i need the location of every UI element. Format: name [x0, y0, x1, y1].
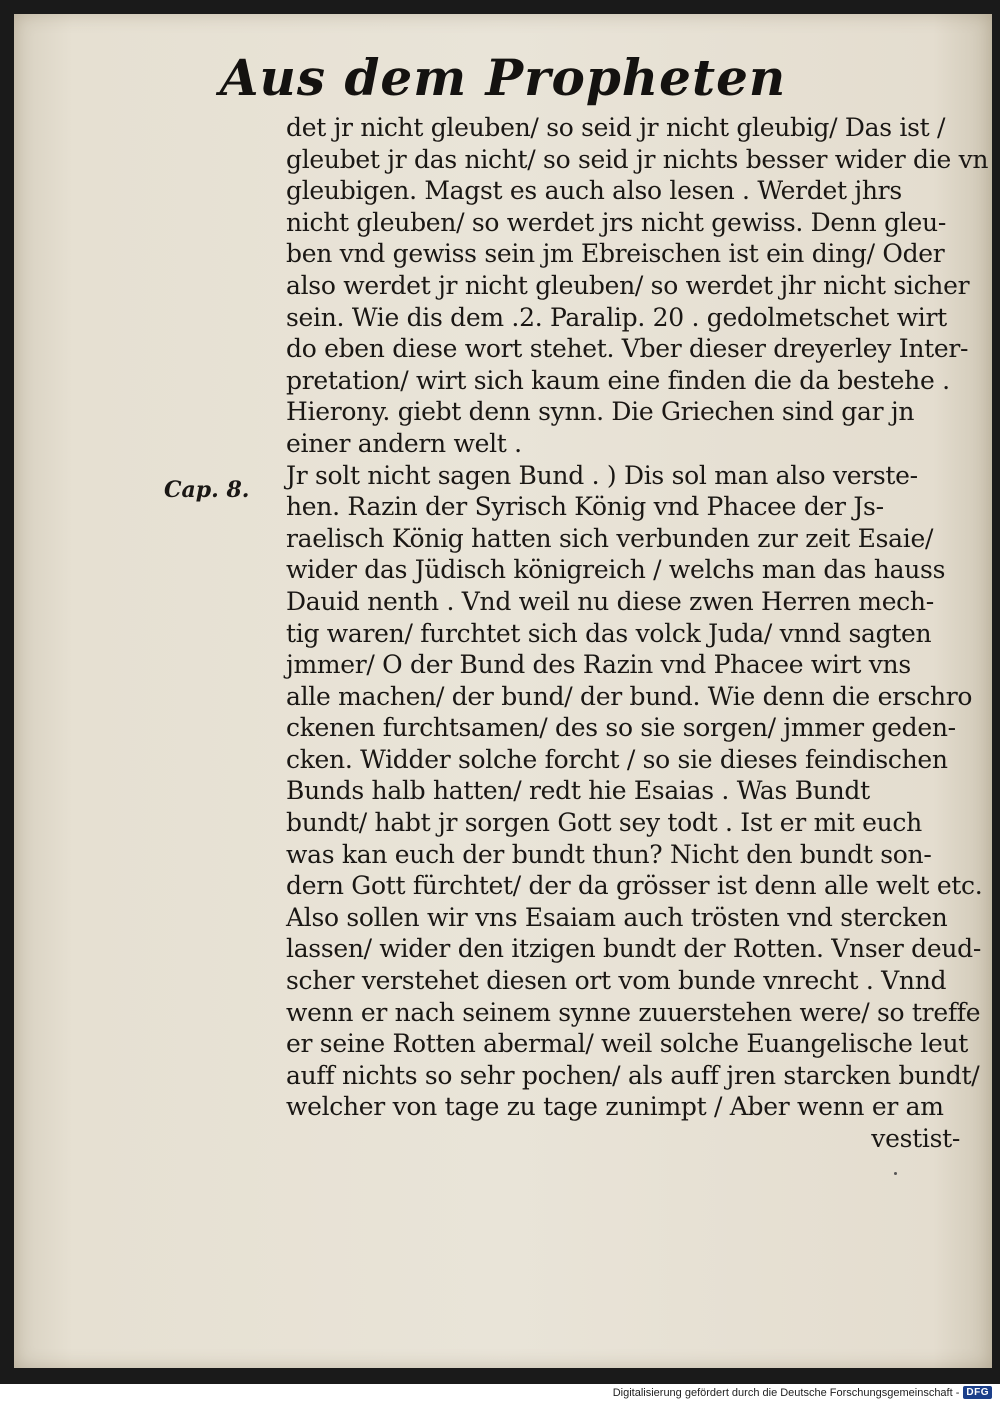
text-line: Dauid nenth . Vnd weil nu diese zwen Herren mech-: [286, 586, 934, 616]
book-page: [14, 14, 992, 1368]
text-line: hen. Razin der Syrisch König vnd Phacee der Js-: [286, 492, 884, 522]
text-line: nicht gleuben/ so werdet jrs nicht gewiss. Denn gleu-: [286, 207, 946, 237]
text-line: det jr nicht gleuben/ so seid jr nicht gleubig/ Das ist /: [286, 113, 946, 142]
text-line: bundt/ habt jr sorgen Gott sey todt . Ist er mit euch: [286, 808, 922, 838]
catchword: vestist-: [871, 1124, 960, 1153]
text-line: pretation/ wirt sich kaum eine finden die da bestehe .: [286, 365, 950, 395]
text-line: einer andern welt .: [286, 428, 522, 458]
text-line: ben vnd gewiss sein jm Ebreischen ist ein ding/ Oder: [286, 239, 945, 269]
paper-speck: [894, 1172, 897, 1175]
text-line: alle machen/ der bund/ der bund. Wie denn die erschro: [286, 681, 973, 711]
text-line: jmmer/ O der Bund des Razin vnd Phacee wirt vns: [286, 650, 911, 680]
text-line: gleubet jr das nicht/ so seid jr nichts besser wider die vn: [286, 144, 989, 174]
text-line: wider das Jüdisch königreich / welchs man das hauss: [286, 555, 946, 585]
footer-credit: [613, 1386, 992, 1399]
text-line: sein. Wie dis dem .2. Paralip. 20 . gedolmetschet wirt: [286, 302, 947, 332]
text-line: Hierony. giebt denn synn. Die Griechen sind gar jn: [286, 397, 915, 427]
text-line: Bunds halb hatten/ redt hie Esaias . Was Bundt: [286, 776, 870, 806]
text-line: auff nichts so sehr pochen/ als auff jren starcken bundt/: [286, 1060, 980, 1090]
text-line: wenn er nach seinem synne zuuerstehen were/ so treffe: [286, 997, 981, 1027]
text-line: also werdet jr nicht gleuben/ so werdet jhr nicht sicher: [286, 270, 970, 300]
running-head: Aus dem Propheten: [219, 48, 787, 107]
body-text: [286, 112, 989, 1155]
dfg-logo: DFG: [963, 1386, 992, 1399]
text-line: tig waren/ furchtet sich das volck Juda/ vnnd sagten: [286, 618, 932, 648]
text-line: ckenen furchtsamen/ des so sie sorgen/ jmmer geden-: [286, 713, 956, 743]
text-line: er seine Rotten abermal/ weil solche Euangelische leut: [286, 1029, 969, 1059]
margin-note: Cap. 8.: [164, 477, 250, 503]
text-line: raelisch König hatten sich verbunden zur zeit Esaie/: [286, 523, 934, 553]
text-line: cken. Widder solche forcht / so sie dieses feindischen: [286, 744, 948, 774]
footer-credit-text: Digitalisierung gefördert durch die Deutsche Forschungsgemeinschaft -: [612, 1386, 960, 1399]
text-line: do eben diese wort stehet. Vber dieser dreyerley Inter-: [286, 334, 969, 364]
text-line: gleubigen. Magst es auch also lesen . Werdet jhrs: [286, 176, 902, 206]
text-line: welcher von tage zu tage zunimpt / Aber wenn er am: [286, 1092, 944, 1122]
text-line: dern Gott fürchtet/ der da grösser ist denn alle welt etc.: [286, 871, 983, 901]
text-line: Also sollen wir vns Esaiam auch trösten vnd stercken: [286, 902, 948, 932]
text-line: lassen/ wider den itzigen bundt der Rotten. Vnser deud-: [286, 934, 981, 964]
text-line: scher verstehet diesen ort vom bunde vnrecht . Vnnd: [286, 966, 947, 996]
text-line: Jr solt nicht sagen Bund . ) Dis sol man also verste-: [286, 460, 918, 490]
text-line: was kan euch der bundt thun? Nicht den bundt son-: [286, 839, 932, 869]
